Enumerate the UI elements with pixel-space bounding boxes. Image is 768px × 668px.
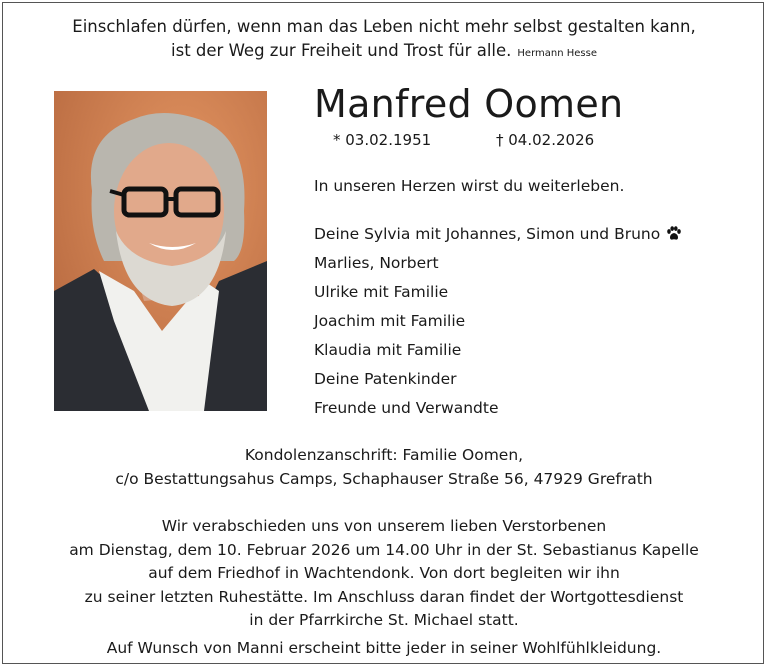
condolence-line-1: Kondolenzanschrift: Familie Oomen, <box>244 446 524 464</box>
quote-block <box>0 15 768 66</box>
ceremony-line: in der Pfarrkirche St. Michael statt. <box>249 611 519 629</box>
quote-author: Hermann Hesse <box>517 48 597 59</box>
condolence-address <box>0 444 768 491</box>
ceremony-line: Wir verabschieden uns von unserem lieben Verstorbenen <box>161 517 607 535</box>
portrait-photo <box>54 91 267 411</box>
paw-print-icon <box>666 226 682 246</box>
birth-date: * 03.02.1951 <box>333 131 432 149</box>
death-date: † 04.02.2026 <box>496 131 595 149</box>
closing-note <box>0 637 768 661</box>
mourner-item: Deine Patenkinder <box>314 370 457 388</box>
ceremony-line: auf dem Friedhof in Wachtendonk. Von dort begleiten wir ihn <box>148 564 620 582</box>
mourner-item: Freunde und Verwandte <box>314 399 499 417</box>
deceased-name: Manfred Oomen <box>314 82 624 126</box>
mourner-item: Marlies, Norbert <box>314 254 439 272</box>
mourner-item <box>314 224 682 253</box>
quote-line-1: Einschlafen dürfen, wenn man das Leben nicht mehr selbst gestalten kann, <box>72 17 696 36</box>
portrait-illustration <box>54 91 267 411</box>
ceremony-line: zu seiner letzten Ruhestätte. Im Anschluss daran findet der Wortgottesdienst <box>84 587 684 606</box>
memorial-line: In unseren Herzen wirst du weiterleben. <box>314 177 625 195</box>
condolence-line-2: c/o Bestattungsahus Camps, Schaphauser Straße 56, 47929 Grefrath <box>115 469 653 488</box>
mourner-item: Joachim mit Familie <box>314 312 466 330</box>
closing-line: Auf Wunsch von Manni erscheint bitte jeder in seiner Wohlfühlkleidung. <box>106 639 662 657</box>
ceremony-text <box>0 515 768 633</box>
mourner-name: Deine Sylvia mit Johannes, Simon und Bruno <box>314 225 661 243</box>
mourner-item: Klaudia mit Familie <box>314 341 462 359</box>
mourner-item: Ulrike mit Familie <box>314 283 449 301</box>
ceremony-line: am Dienstag, dem 10. Februar 2026 um 14.00 Uhr in der St. Sebastianus Kapelle <box>69 540 699 559</box>
quote-line-2-text: ist der Weg zur Freiheit und Trost für alle. <box>171 41 512 60</box>
quote-line-2 <box>0 39 768 66</box>
mourners-list <box>314 224 682 427</box>
